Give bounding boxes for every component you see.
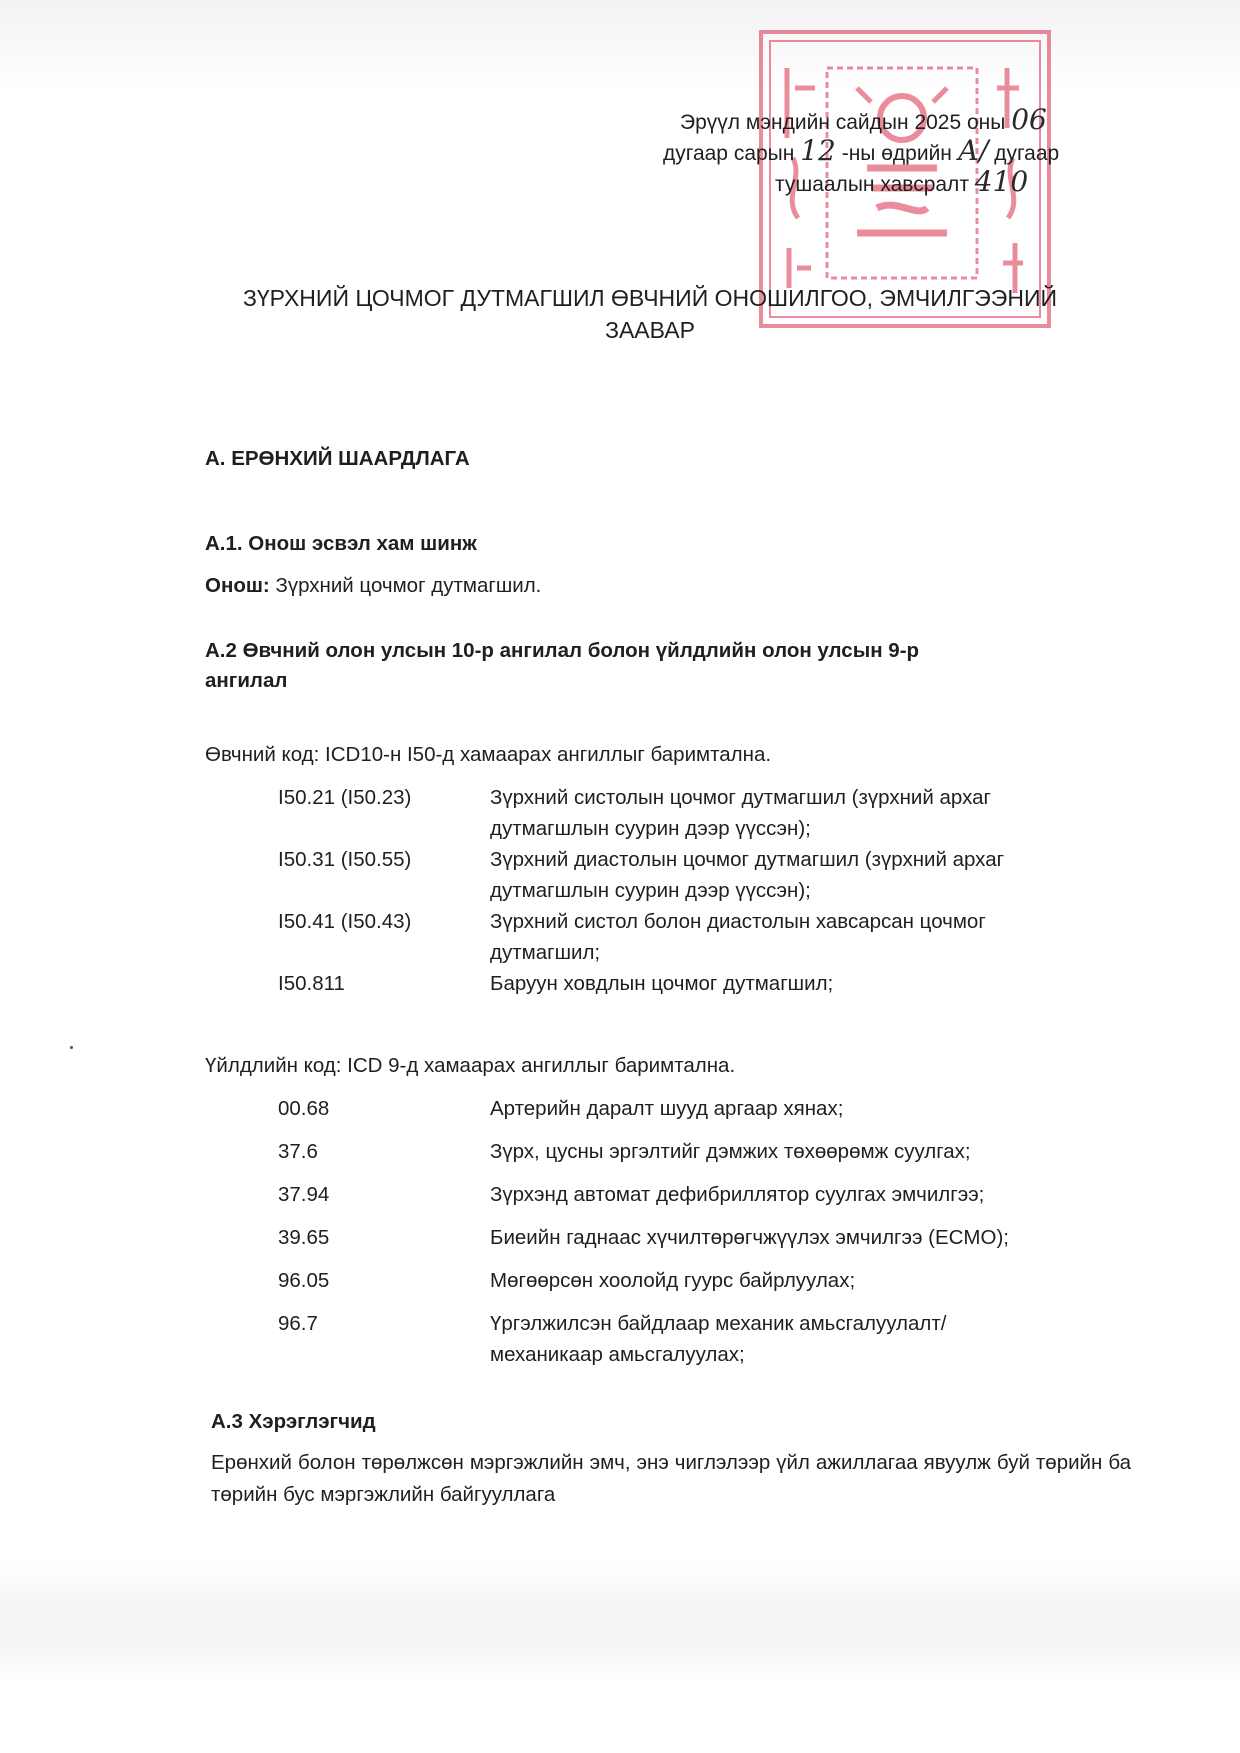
a2-heading-line1: А.2 Өвчний олон улсын 10-р ангилал болон үйлдлийн олон улсын 9-р <box>205 639 920 662</box>
a2-heading-line2: ангилал <box>205 669 288 692</box>
desc-line1: Зүрхний систолын цочмог дутмагшил (зүрхний архаг <box>490 786 991 809</box>
code: 37.6 <box>278 1140 318 1163</box>
desc-line1: Үргэлжилсэн байдлаар механик амьсгалуулалт/ <box>490 1312 947 1335</box>
desc-line2: дутмагшлын суурин дээр үүссэн); <box>490 817 811 840</box>
desc-line1: Баруун ховдлын цочмог дутмагшил; <box>490 972 834 995</box>
code: I50.811 <box>278 972 345 995</box>
section-a3-heading: А.3 Хэрэглэгчид <box>211 1410 376 1433</box>
scan-speck <box>70 1046 73 1049</box>
code-description <box>490 1308 1110 1370</box>
code-description: Мөгөөрсөн хоолойд гуурс байрлуулах; <box>490 1269 856 1292</box>
code: I50.21 (I50.23) <box>278 786 412 809</box>
desc-line2: механикаар амьсгалуулах; <box>490 1343 745 1366</box>
handwritten-order-number: 410 <box>974 165 1029 198</box>
code-description: Артерийн даралт шууд аргаар хянах; <box>490 1097 844 1120</box>
handwritten-day: 12 <box>800 134 836 167</box>
appendix-line3: тушаалын хавсралт <box>775 173 969 196</box>
code-description: Биеийн гаднаас хүчилтөрөгчжүүлэх эмчилгээ (ECMO); <box>490 1226 1009 1249</box>
code: 00.68 <box>278 1097 330 1120</box>
code-description: Зүрх, цусны эргэлтийг дэмжих төхөөрөмж суулгах; <box>490 1140 971 1163</box>
code: 96.05 <box>278 1269 330 1292</box>
handwritten-month: 06 <box>1011 103 1047 136</box>
desc-line1: Зүрхний систол болон диастолын хавсарсан цочмог <box>490 910 986 933</box>
code: I50.41 (I50.43) <box>278 910 412 933</box>
procedure-code-intro: Үйлдлийн код: ICD 9-д хамаарах ангиллыг баримтална. <box>205 1054 736 1077</box>
diagnosis-line <box>205 571 541 601</box>
desc-line1: Зүрхний диастолын цочмог дутмагшил (зүрхний архаг <box>490 848 1005 871</box>
appendix-line1: Эрүүл мэндийн сайдын 2025 оны <box>680 111 1006 134</box>
document-title <box>200 282 1100 346</box>
disease-code-intro: Өвчний код: ICD10-н I50-д хамаарах ангиллыг баримтална. <box>205 743 772 766</box>
section-a2-heading <box>205 636 919 696</box>
section-a-heading: А. ЕРӨНХИЙ ШААРДЛАГА <box>205 447 470 470</box>
code-description <box>490 968 1110 999</box>
diagnosis-label: Онош: <box>205 574 270 597</box>
code-description <box>490 782 1110 844</box>
section-a1-heading: А.1. Онош эсвэл хам шинж <box>205 532 477 555</box>
users-description: Ерөнхий болон төрөлжсөн мэргэжлийн эмч, энэ чиглэлээр үйл ажиллагаа явуулж буй төрийн ба төрийн бус мэргэжлийн байгууллага <box>211 1451 1131 1506</box>
desc-line2: дутмагшил; <box>490 941 601 964</box>
handwritten-order-prefix: А/ <box>957 134 989 167</box>
code-description <box>490 906 1110 968</box>
code: 96.7 <box>278 1312 318 1335</box>
diagnosis-text: Зүрхний цочмог дутмагшил. <box>269 574 542 597</box>
scan-shading-top <box>0 0 1240 90</box>
title-line-2: ЗААВАР <box>605 317 695 343</box>
code: 39.65 <box>278 1226 330 1249</box>
appendix-line2-a: дугаар сарын <box>663 142 795 165</box>
desc-line2: дутмагшлын суурин дээр үүссэн); <box>490 879 811 902</box>
code: 37.94 <box>278 1183 330 1206</box>
code-description: Зүрхэнд автомат дефибриллятор суулгах эмчилгээ; <box>490 1183 985 1206</box>
code-description <box>490 844 1110 906</box>
scan-shading-bottom <box>0 1560 1240 1680</box>
appendix-line2-b: -ны өдрийн <box>841 142 952 165</box>
appendix-line2-c: дугаар <box>994 142 1060 165</box>
title-line-1: ЗҮРХНИЙ ЦОЧМОГ ДУТМАГШИЛ ӨВЧНИЙ ОНОШИЛГОО, ЭМЧИЛГЭЭНИЙ <box>242 285 1058 311</box>
code: I50.31 (I50.55) <box>278 848 412 871</box>
